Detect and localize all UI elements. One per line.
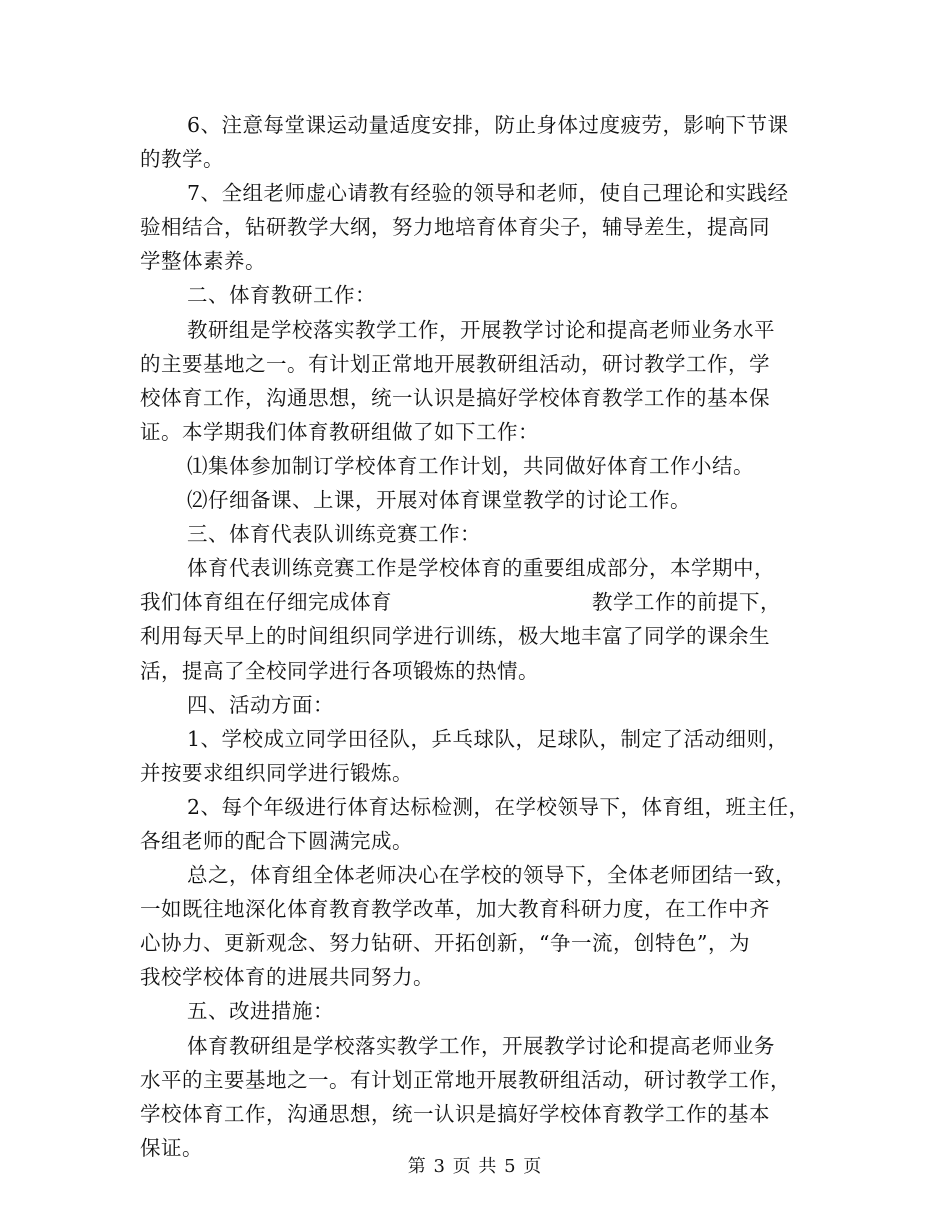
paragraph-line: 证。本学期我们体育教研组做了如下工作： [140,419,539,444]
section-heading: 三、体育代表队训练竞赛工作： [187,522,481,547]
paragraph-line: 总之，体育组全体老师决心在学校的领导下，全体老师团结一致， [187,863,796,888]
paragraph-line: 利用每天早上的时间组织同学进行训练，极大地丰富了同学的课余生 [140,624,770,649]
paragraph-line: 学整体素养。 [140,249,266,274]
section-heading: 二、体育教研工作： [187,283,376,308]
paragraph-line: 体育教研组是学校落实教学工作，开展教学讨论和提高老师业务 [187,1033,775,1058]
paragraph-line: 的主要基地之一。有计划正常地开展教研组活动，研讨教学工作，学 [140,351,770,376]
paragraph-line: 7、全组老师虚心请教有经验的领导和老师，使自己理论和实践经 [187,181,789,206]
paragraph-line: 并按要求组织同学进行锻炼。 [140,760,413,785]
paragraph-line: 心协力、更新观念、努力钻研、开拓创新，“争一流，创特色”，为 [140,931,750,956]
paragraph-line: 学校体育工作，沟通思想，统一认识是搞好学校体育教学工作的基本 [140,1101,770,1126]
paragraph-line: 一如既往地深化体育教育教学改革，加大教育科研力度，在工作中齐 [140,897,770,922]
paragraph-line: 2、每个年级进行体育达标检测，在学校领导下，体育组，班主任， [187,794,810,819]
paragraph-line: 教研组是学校落实教学工作，开展教学讨论和提高老师业务水平 [187,317,775,342]
document-body [140,108,820,1165]
paragraph-line: 的教学。 [140,147,224,172]
paragraph-line: 保证。 [140,1135,203,1160]
paragraph-line: 校体育工作，沟通思想，统一认识是搞好学校体育教学工作的基本保 [140,385,770,410]
paragraph-line: 6、注意每堂课运动量适度安排，防止身体过度疲劳，影响下节课 [187,113,789,137]
paragraph-line: 水平的主要基地之一。有计划正常地开展教研组活动，研讨教学工作， [140,1067,791,1092]
paragraph-line: 体育代表训练竞赛工作是学校体育的重要组成部分，本学期中， [187,556,775,581]
paragraph-line-with-gap [140,585,820,619]
gap-text-left: 我们体育组在仔细完成体育 [140,590,392,615]
paragraph-line: 活，提高了全校同学进行各项锻炼的热情。 [140,658,539,683]
page-footer: 第 3 页 共 5 页 [407,1156,543,1177]
list-item: ⑵仔细备课、上课，开展对体育课堂教学的讨论工作。 [187,488,691,513]
section-heading: 五、改进措施： [187,999,334,1024]
paragraph-line: 1、学校成立同学田径队，乒乓球队，足球队，制定了活动细则， [187,726,789,751]
gap-text-right: 教学工作的前提下， [592,590,781,615]
list-item: ⑴集体参加制订学校体育工作计划，共同做好体育工作小结。 [187,453,754,478]
paragraph-line: 各组老师的配合下圆满完成。 [140,828,413,853]
paragraph-line: 验相结合，钻研教学大纲，努力地培育体育尖子，辅导差生，提高同 [140,215,770,240]
section-heading: 四、活动方面： [187,692,334,717]
paragraph-line: 我校学校体育的进展共同努力。 [140,965,434,990]
